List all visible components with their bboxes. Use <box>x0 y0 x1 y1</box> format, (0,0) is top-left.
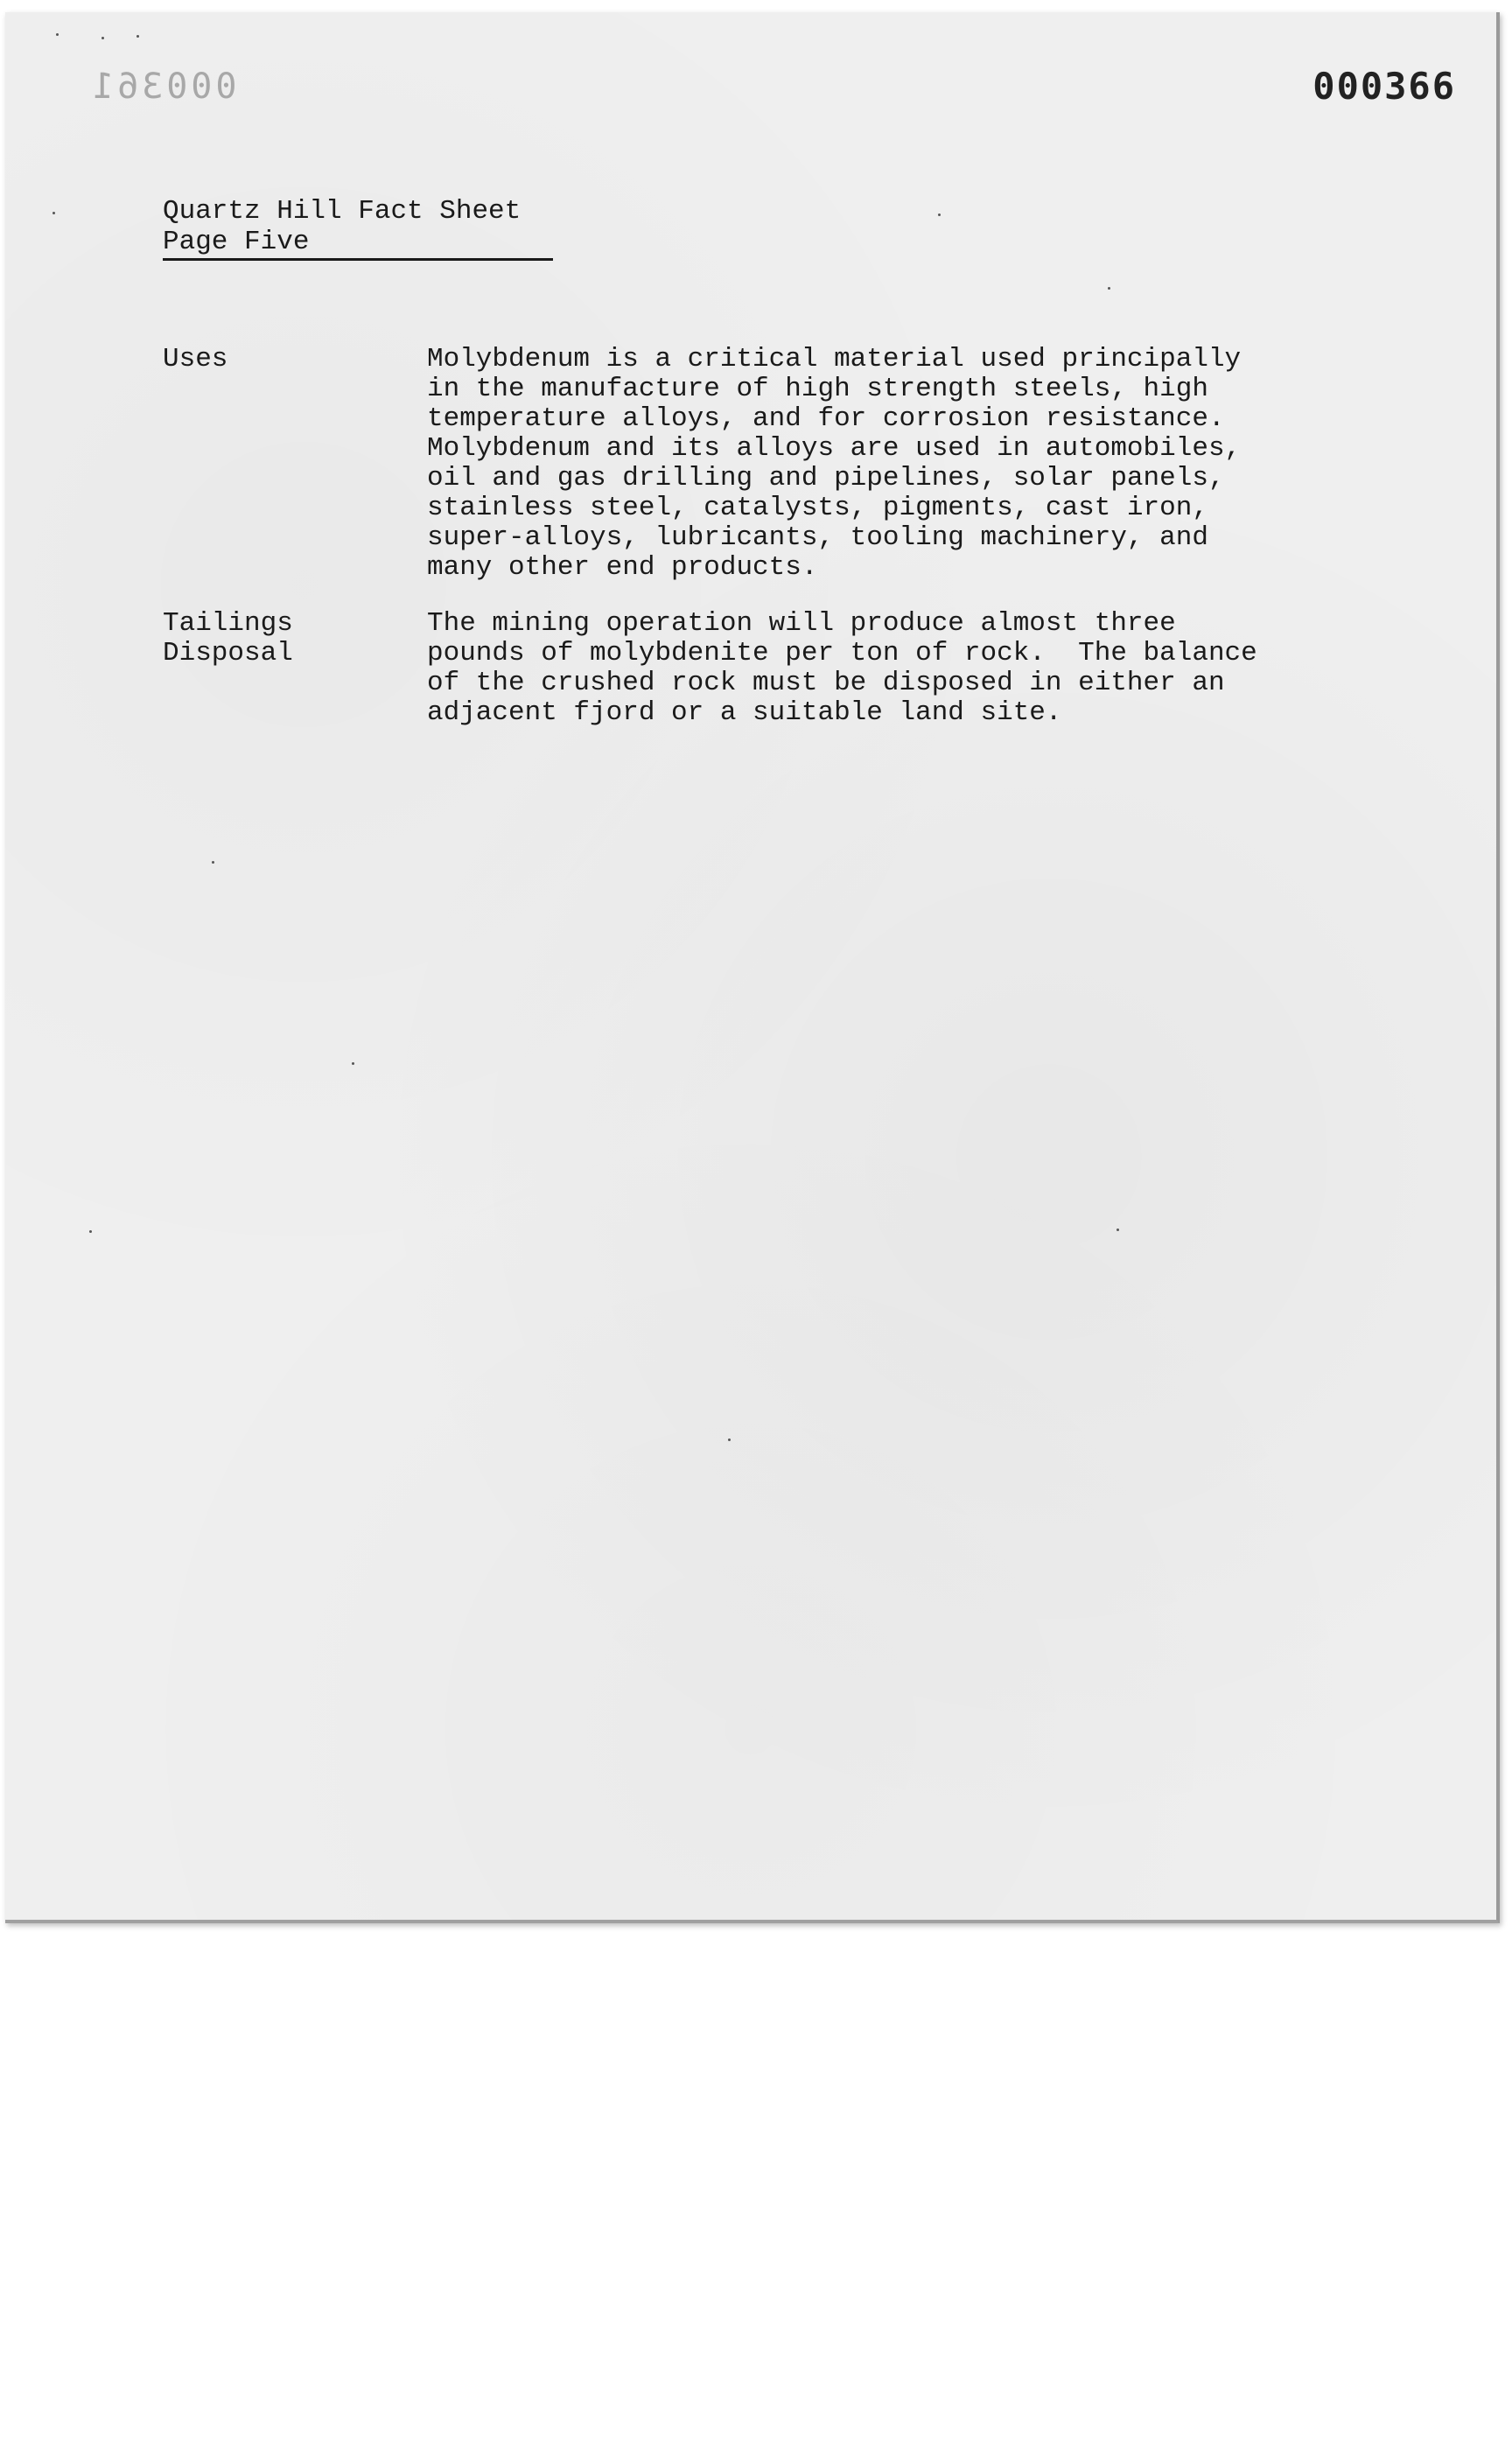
section-body-tailings-disposal <box>427 609 1372 728</box>
mirrored-stamp-number: 000361 <box>89 66 237 107</box>
page-label: Page Five <box>163 227 310 257</box>
page-stamp-number: 000366 <box>1312 65 1456 108</box>
scan-speck <box>212 861 214 864</box>
scan-speck <box>102 37 104 39</box>
scan-speck <box>56 33 59 36</box>
header-underline <box>163 258 553 261</box>
body-line: Molybdenum and its alloys are used in automobiles, <box>427 433 1242 464</box>
scan-speck <box>52 212 55 214</box>
body-line: oil and gas drilling and pipelines, solar panels, <box>427 463 1225 494</box>
body-line: of the crushed rock must be disposed in either an <box>427 668 1225 698</box>
section-tailings-disposal <box>163 609 1353 749</box>
scan-speck <box>352 1062 354 1065</box>
body-line: The mining operation will produce almost three <box>427 608 1176 639</box>
section-label-uses: Uses <box>163 344 228 374</box>
scan-speck <box>1116 1228 1119 1231</box>
section-body-uses <box>427 345 1372 583</box>
section-uses <box>163 345 1353 590</box>
document-header <box>163 196 521 257</box>
body-line: adjacent fjord or a suitable land site. <box>427 697 1062 728</box>
scanned-page <box>5 12 1500 1923</box>
blank-margin <box>0 1944 1512 2450</box>
scan-speck <box>136 35 139 38</box>
document-title: Quartz Hill Fact Sheet <box>163 196 522 227</box>
body-line: pounds of molybdenite per ton of rock. The balance <box>427 638 1257 668</box>
body-line: temperature alloys, and for corrosion resistance. <box>427 403 1225 434</box>
scan-speck <box>89 1230 92 1233</box>
body-line: stainless steel, catalysts, pigments, cast iron, <box>427 493 1208 523</box>
scan-speck <box>1108 287 1110 290</box>
section-label-tailings-disposal: Tailings Disposal <box>163 608 293 668</box>
scan-speck <box>938 214 941 216</box>
body-line: super-alloys, lubricants, tooling machinery, and <box>427 522 1208 553</box>
body-line: in the manufacture of high strength steels, high <box>427 374 1208 404</box>
scan-speck <box>728 1438 731 1441</box>
body-line: many other end products. <box>427 552 818 583</box>
body-line: Molybdenum is a critical material used principally <box>427 344 1242 374</box>
